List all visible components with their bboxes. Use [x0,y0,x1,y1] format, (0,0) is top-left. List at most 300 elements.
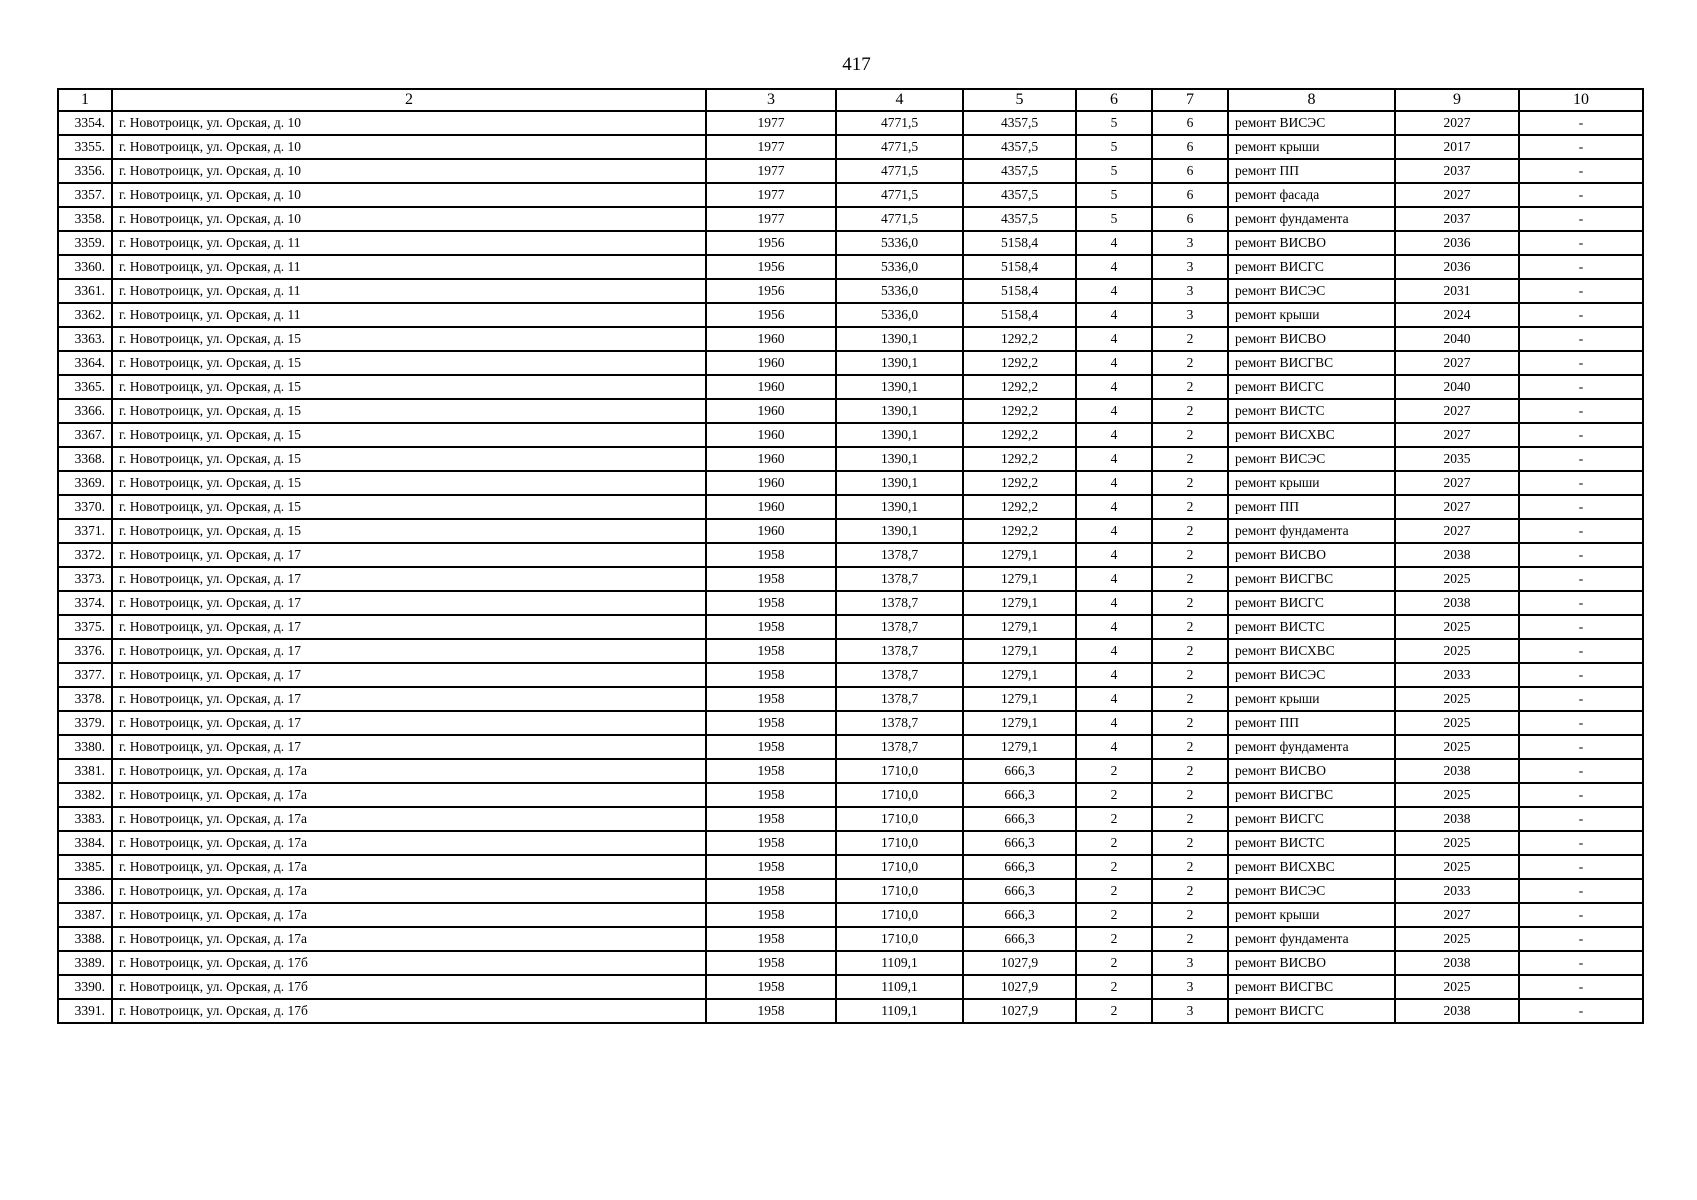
cell-entrances: 2 [1152,519,1228,543]
cell-total-area: 1378,7 [836,615,963,639]
cell-repair-type: ремонт ВИСЭС [1228,663,1395,687]
cell-total-area: 1710,0 [836,807,963,831]
cell-repair-type: ремонт фундамента [1228,927,1395,951]
cell-address: г. Новотроицк, ул. Орская, д. 15 [112,519,706,543]
table-row [58,231,1643,255]
cell-note: - [1519,351,1643,375]
cell-total-area: 5336,0 [836,255,963,279]
cell-note: - [1519,903,1643,927]
table-row [58,375,1643,399]
cell-entrances: 2 [1152,639,1228,663]
cell-row-number: 3363. [58,327,112,351]
cell-repair-year: 2038 [1395,759,1519,783]
cell-repair-year: 2033 [1395,663,1519,687]
cell-note: - [1519,303,1643,327]
cell-repair-type: ремонт ПП [1228,159,1395,183]
table-row [58,135,1643,159]
cell-repair-type: ремонт ВИСГС [1228,375,1395,399]
cell-entrances: 2 [1152,351,1228,375]
cell-address: г. Новотроицк, ул. Орская, д. 17б [112,999,706,1023]
cell-floors: 4 [1076,399,1152,423]
cell-address: г. Новотроицк, ул. Орская, д. 17 [112,663,706,687]
cell-total-area: 5336,0 [836,303,963,327]
cell-living-area: 1292,2 [963,447,1076,471]
cell-note: - [1519,759,1643,783]
cell-floors: 2 [1076,975,1152,999]
cell-repair-type: ремонт ВИСВО [1228,543,1395,567]
cell-total-area: 4771,5 [836,111,963,135]
cell-row-number: 3369. [58,471,112,495]
cell-repair-type: ремонт ВИСГВС [1228,975,1395,999]
cell-repair-year: 2037 [1395,207,1519,231]
table-row [58,399,1643,423]
cell-note: - [1519,375,1643,399]
cell-living-area: 1292,2 [963,495,1076,519]
cell-total-area: 4771,5 [836,135,963,159]
cell-note: - [1519,327,1643,351]
column-header-7: 7 [1152,89,1228,111]
column-header-6: 6 [1076,89,1152,111]
cell-floors: 2 [1076,783,1152,807]
cell-address: г. Новотроицк, ул. Орская, д. 17а [112,759,706,783]
table-row [58,999,1643,1023]
cell-year-built: 1960 [706,351,836,375]
cell-total-area: 1390,1 [836,375,963,399]
cell-floors: 2 [1076,927,1152,951]
cell-year-built: 1958 [706,687,836,711]
cell-total-area: 1390,1 [836,351,963,375]
cell-total-area: 1378,7 [836,711,963,735]
table-row [58,111,1643,135]
cell-note: - [1519,471,1643,495]
cell-entrances: 6 [1152,207,1228,231]
cell-address: г. Новотроицк, ул. Орская, д. 17 [112,567,706,591]
cell-note: - [1519,663,1643,687]
cell-repair-year: 2038 [1395,999,1519,1023]
cell-total-area: 1378,7 [836,543,963,567]
cell-row-number: 3375. [58,615,112,639]
cell-year-built: 1956 [706,231,836,255]
table-row [58,879,1643,903]
cell-row-number: 3387. [58,903,112,927]
table-row [58,543,1643,567]
cell-floors: 4 [1076,351,1152,375]
cell-floors: 4 [1076,543,1152,567]
cell-address: г. Новотроицк, ул. Орская, д. 10 [112,183,706,207]
cell-floors: 4 [1076,663,1152,687]
cell-repair-year: 2036 [1395,231,1519,255]
cell-living-area: 1279,1 [963,711,1076,735]
cell-entrances: 2 [1152,711,1228,735]
cell-living-area: 1279,1 [963,567,1076,591]
cell-repair-year: 2025 [1395,783,1519,807]
cell-year-built: 1958 [706,735,836,759]
cell-floors: 4 [1076,303,1152,327]
cell-repair-year: 2027 [1395,111,1519,135]
cell-row-number: 3380. [58,735,112,759]
cell-year-built: 1958 [706,831,836,855]
cell-repair-type: ремонт ВИСГС [1228,255,1395,279]
cell-living-area: 1279,1 [963,735,1076,759]
cell-repair-year: 2038 [1395,807,1519,831]
cell-repair-type: ремонт ВИСВО [1228,327,1395,351]
cell-row-number: 3381. [58,759,112,783]
cell-living-area: 1279,1 [963,687,1076,711]
cell-entrances: 2 [1152,495,1228,519]
column-header-10: 10 [1519,89,1643,111]
cell-repair-type: ремонт ВИСГС [1228,999,1395,1023]
cell-total-area: 5336,0 [836,231,963,255]
cell-floors: 5 [1076,207,1152,231]
cell-row-number: 3367. [58,423,112,447]
cell-total-area: 1390,1 [836,447,963,471]
cell-address: г. Новотроицк, ул. Орская, д. 17а [112,783,706,807]
cell-total-area: 1710,0 [836,855,963,879]
cell-row-number: 3389. [58,951,112,975]
cell-row-number: 3365. [58,375,112,399]
cell-total-area: 1378,7 [836,639,963,663]
cell-row-number: 3373. [58,567,112,591]
cell-address: г. Новотроицк, ул. Орская, д. 17 [112,543,706,567]
cell-floors: 4 [1076,279,1152,303]
cell-address: г. Новотроицк, ул. Орская, д. 17а [112,903,706,927]
cell-year-built: 1958 [706,879,836,903]
cell-floors: 2 [1076,759,1152,783]
table-row [58,975,1643,999]
cell-row-number: 3359. [58,231,112,255]
cell-entrances: 2 [1152,615,1228,639]
cell-entrances: 2 [1152,423,1228,447]
cell-row-number: 3384. [58,831,112,855]
cell-repair-year: 2035 [1395,447,1519,471]
cell-total-area: 1390,1 [836,519,963,543]
cell-repair-type: ремонт ВИСВО [1228,759,1395,783]
cell-living-area: 1027,9 [963,975,1076,999]
cell-entrances: 2 [1152,831,1228,855]
cell-row-number: 3385. [58,855,112,879]
cell-total-area: 1710,0 [836,927,963,951]
cell-year-built: 1960 [706,495,836,519]
cell-total-area: 1710,0 [836,903,963,927]
cell-year-built: 1958 [706,567,836,591]
cell-year-built: 1958 [706,543,836,567]
cell-repair-year: 2027 [1395,399,1519,423]
cell-address: г. Новотроицк, ул. Орская, д. 17а [112,927,706,951]
column-header-8: 8 [1228,89,1395,111]
cell-entrances: 2 [1152,903,1228,927]
cell-year-built: 1956 [706,255,836,279]
cell-note: - [1519,423,1643,447]
cell-floors: 2 [1076,999,1152,1023]
cell-repair-year: 2033 [1395,879,1519,903]
cell-living-area: 4357,5 [963,207,1076,231]
cell-total-area: 1378,7 [836,735,963,759]
table-row [58,567,1643,591]
cell-repair-type: ремонт ВИСТС [1228,615,1395,639]
cell-year-built: 1977 [706,111,836,135]
cell-floors: 5 [1076,135,1152,159]
table-row [58,831,1643,855]
cell-year-built: 1958 [706,711,836,735]
cell-row-number: 3358. [58,207,112,231]
cell-total-area: 1390,1 [836,327,963,351]
cell-year-built: 1958 [706,999,836,1023]
column-header-9: 9 [1395,89,1519,111]
table-row [58,351,1643,375]
cell-entrances: 3 [1152,303,1228,327]
cell-entrances: 6 [1152,159,1228,183]
column-header-1: 1 [58,89,112,111]
table-row [58,855,1643,879]
cell-entrances: 2 [1152,447,1228,471]
cell-total-area: 1109,1 [836,975,963,999]
cell-total-area: 1390,1 [836,399,963,423]
cell-living-area: 1279,1 [963,639,1076,663]
cell-address: г. Новотроицк, ул. Орская, д. 17 [112,615,706,639]
cell-entrances: 3 [1152,231,1228,255]
cell-note: - [1519,879,1643,903]
cell-year-built: 1958 [706,759,836,783]
cell-row-number: 3354. [58,111,112,135]
cell-note: - [1519,399,1643,423]
cell-total-area: 4771,5 [836,159,963,183]
cell-living-area: 1292,2 [963,375,1076,399]
cell-total-area: 4771,5 [836,183,963,207]
cell-row-number: 3388. [58,927,112,951]
cell-total-area: 1710,0 [836,759,963,783]
cell-floors: 2 [1076,951,1152,975]
cell-floors: 2 [1076,855,1152,879]
cell-entrances: 6 [1152,183,1228,207]
cell-living-area: 1292,2 [963,327,1076,351]
cell-repair-type: ремонт фундамента [1228,207,1395,231]
cell-note: - [1519,135,1643,159]
cell-address: г. Новотроицк, ул. Орская, д. 17а [112,855,706,879]
cell-row-number: 3376. [58,639,112,663]
cell-floors: 2 [1076,903,1152,927]
cell-repair-year: 2031 [1395,279,1519,303]
cell-entrances: 6 [1152,111,1228,135]
cell-address: г. Новотроицк, ул. Орская, д. 15 [112,375,706,399]
cell-row-number: 3371. [58,519,112,543]
cell-living-area: 666,3 [963,903,1076,927]
cell-repair-type: ремонт крыши [1228,471,1395,495]
cell-living-area: 1292,2 [963,519,1076,543]
cell-entrances: 2 [1152,543,1228,567]
cell-repair-type: ремонт ВИСГВС [1228,783,1395,807]
cell-address: г. Новотроицк, ул. Орская, д. 17 [112,735,706,759]
cell-repair-type: ремонт ВИСГВС [1228,351,1395,375]
cell-living-area: 4357,5 [963,183,1076,207]
cell-note: - [1519,495,1643,519]
cell-entrances: 2 [1152,663,1228,687]
cell-row-number: 3391. [58,999,112,1023]
cell-total-area: 1378,7 [836,687,963,711]
cell-floors: 4 [1076,423,1152,447]
cell-note: - [1519,231,1643,255]
cell-repair-type: ремонт ВИСЭС [1228,111,1395,135]
cell-repair-type: ремонт ВИСТС [1228,399,1395,423]
table-row [58,735,1643,759]
cell-entrances: 2 [1152,807,1228,831]
cell-living-area: 666,3 [963,759,1076,783]
cell-address: г. Новотроицк, ул. Орская, д. 11 [112,255,706,279]
cell-entrances: 2 [1152,735,1228,759]
cell-floors: 4 [1076,495,1152,519]
table-row [58,327,1643,351]
cell-entrances: 2 [1152,759,1228,783]
cell-year-built: 1960 [706,447,836,471]
cell-row-number: 3364. [58,351,112,375]
cell-floors: 4 [1076,735,1152,759]
page-number: 417 [842,54,871,75]
cell-row-number: 3357. [58,183,112,207]
table-row [58,423,1643,447]
cell-repair-year: 2025 [1395,567,1519,591]
cell-year-built: 1960 [706,519,836,543]
table-row [58,183,1643,207]
cell-note: - [1519,255,1643,279]
cell-year-built: 1977 [706,183,836,207]
cell-year-built: 1960 [706,471,836,495]
cell-year-built: 1958 [706,927,836,951]
cell-address: г. Новотроицк, ул. Орская, д. 10 [112,207,706,231]
cell-repair-type: ремонт ВИСЭС [1228,879,1395,903]
cell-repair-type: ремонт ВИСЭС [1228,447,1395,471]
cell-year-built: 1956 [706,279,836,303]
cell-year-built: 1960 [706,375,836,399]
cell-entrances: 3 [1152,279,1228,303]
cell-address: г. Новотроицк, ул. Орская, д. 17 [112,687,706,711]
cell-year-built: 1958 [706,903,836,927]
cell-repair-year: 2025 [1395,639,1519,663]
cell-living-area: 1292,2 [963,423,1076,447]
cell-repair-year: 2024 [1395,303,1519,327]
column-header-2: 2 [112,89,706,111]
cell-note: - [1519,951,1643,975]
cell-repair-type: ремонт ПП [1228,711,1395,735]
cell-repair-type: ремонт ВИСГС [1228,591,1395,615]
cell-living-area: 1292,2 [963,399,1076,423]
cell-note: - [1519,159,1643,183]
cell-year-built: 1958 [706,951,836,975]
cell-repair-year: 2038 [1395,591,1519,615]
table-row [58,495,1643,519]
cell-entrances: 3 [1152,951,1228,975]
cell-row-number: 3377. [58,663,112,687]
cell-floors: 5 [1076,159,1152,183]
cell-repair-year: 2037 [1395,159,1519,183]
cell-note: - [1519,207,1643,231]
table-header-row [58,89,1643,111]
cell-total-area: 1390,1 [836,423,963,447]
cell-address: г. Новотроицк, ул. Орская, д. 10 [112,135,706,159]
cell-address: г. Новотроицк, ул. Орская, д. 15 [112,327,706,351]
cell-total-area: 1109,1 [836,951,963,975]
cell-repair-type: ремонт крыши [1228,303,1395,327]
cell-total-area: 4771,5 [836,207,963,231]
cell-repair-type: ремонт ВИСГВС [1228,567,1395,591]
cell-repair-year: 2038 [1395,543,1519,567]
cell-floors: 4 [1076,375,1152,399]
table-row [58,471,1643,495]
cell-row-number: 3361. [58,279,112,303]
cell-living-area: 666,3 [963,927,1076,951]
cell-living-area: 5158,4 [963,231,1076,255]
cell-floors: 2 [1076,879,1152,903]
cell-living-area: 1279,1 [963,543,1076,567]
cell-repair-type: ремонт крыши [1228,135,1395,159]
cell-row-number: 3362. [58,303,112,327]
cell-row-number: 3370. [58,495,112,519]
cell-row-number: 3374. [58,591,112,615]
cell-year-built: 1958 [706,615,836,639]
cell-repair-type: ремонт ВИСГС [1228,807,1395,831]
cell-note: - [1519,543,1643,567]
cell-living-area: 1292,2 [963,471,1076,495]
cell-note: - [1519,183,1643,207]
cell-repair-year: 2040 [1395,375,1519,399]
cell-entrances: 2 [1152,471,1228,495]
cell-repair-year: 2027 [1395,519,1519,543]
cell-living-area: 666,3 [963,783,1076,807]
cell-note: - [1519,639,1643,663]
cell-address: г. Новотроицк, ул. Орская, д. 17б [112,951,706,975]
cell-row-number: 3360. [58,255,112,279]
cell-entrances: 6 [1152,135,1228,159]
cell-floors: 4 [1076,639,1152,663]
cell-living-area: 666,3 [963,855,1076,879]
cell-year-built: 1960 [706,327,836,351]
cell-year-built: 1977 [706,159,836,183]
cell-address: г. Новотроицк, ул. Орская, д. 17 [112,639,706,663]
cell-repair-type: ремонт ВИСТС [1228,831,1395,855]
cell-note: - [1519,687,1643,711]
table-row [58,639,1643,663]
cell-year-built: 1960 [706,423,836,447]
table-row [58,951,1643,975]
cell-living-area: 1292,2 [963,351,1076,375]
table-row [58,255,1643,279]
cell-address: г. Новотроицк, ул. Орская, д. 15 [112,447,706,471]
cell-total-area: 1378,7 [836,591,963,615]
cell-entrances: 3 [1152,255,1228,279]
cell-repair-year: 2025 [1395,687,1519,711]
cell-living-area: 1027,9 [963,951,1076,975]
cell-note: - [1519,831,1643,855]
cell-address: г. Новотроицк, ул. Орская, д. 10 [112,159,706,183]
cell-row-number: 3366. [58,399,112,423]
cell-living-area: 5158,4 [963,255,1076,279]
cell-living-area: 1279,1 [963,591,1076,615]
cell-note: - [1519,615,1643,639]
cell-address: г. Новотроицк, ул. Орская, д. 11 [112,279,706,303]
cell-note: - [1519,111,1643,135]
cell-entrances: 2 [1152,399,1228,423]
table-row [58,903,1643,927]
cell-row-number: 3386. [58,879,112,903]
cell-address: г. Новотроицк, ул. Орская, д. 11 [112,231,706,255]
cell-living-area: 1279,1 [963,663,1076,687]
cell-floors: 4 [1076,711,1152,735]
cell-year-built: 1956 [706,303,836,327]
cell-living-area: 5158,4 [963,279,1076,303]
cell-row-number: 3382. [58,783,112,807]
table-row [58,207,1643,231]
cell-address: г. Новотроицк, ул. Орская, д. 15 [112,399,706,423]
cell-address: г. Новотроицк, ул. Орская, д. 15 [112,471,706,495]
cell-address: г. Новотроицк, ул. Орская, д. 17а [112,831,706,855]
